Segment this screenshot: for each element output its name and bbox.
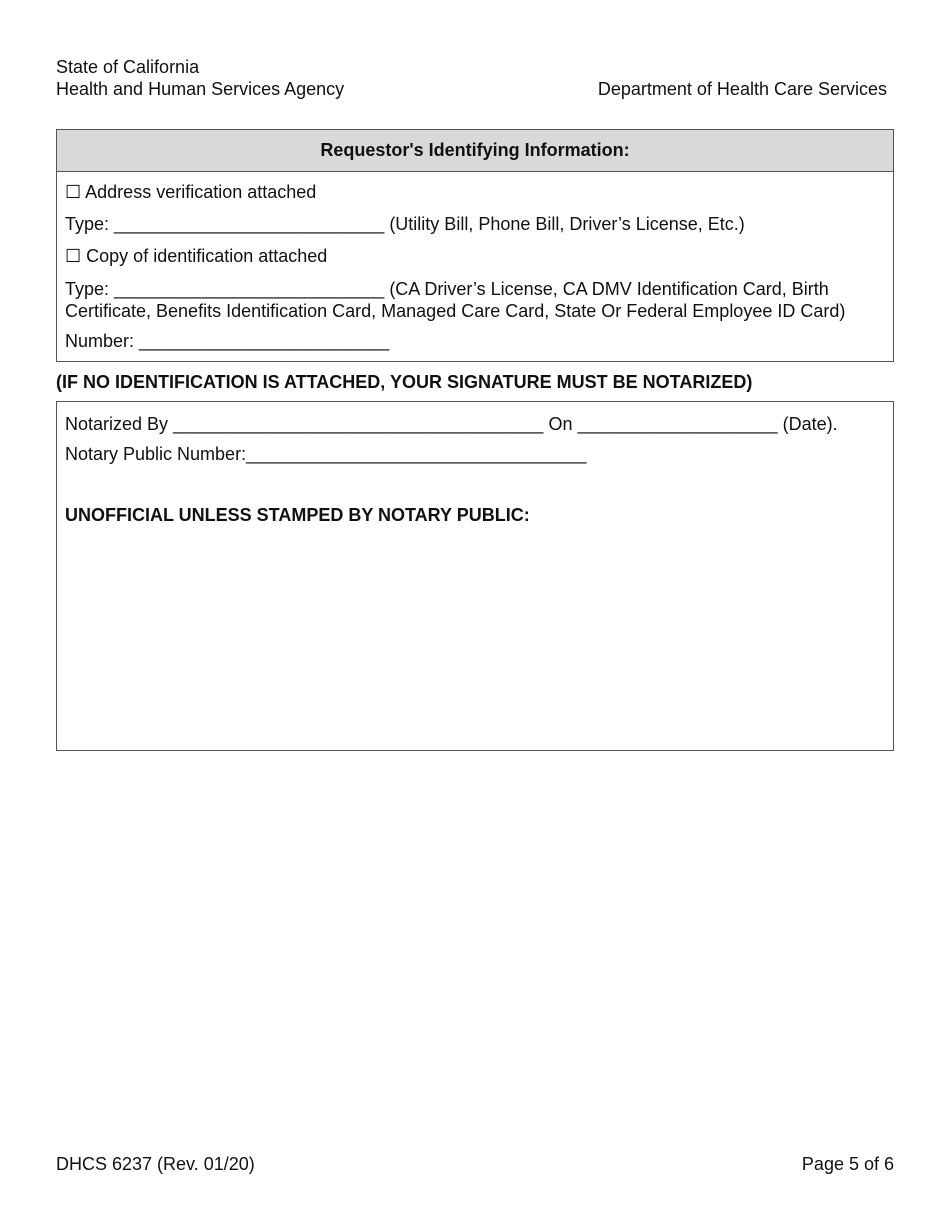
address-verification-label: Address verification attached (85, 182, 317, 202)
notary-public-number-line[interactable]: Notary Public Number:__________________________________ (65, 444, 587, 464)
notary-stamp-notice: UNOFFICIAL UNLESS STAMPED BY NOTARY PUBLIC: (65, 505, 530, 525)
identification-type-continued: Certificate, Benefits Identification Card, Managed Care Card, State Or Federal Employee ID Card) (65, 301, 846, 321)
requestor-info-title: Requestor's Identifying Information: (57, 130, 893, 172)
identification-number-line[interactable]: Number: _________________________ (65, 331, 390, 351)
notarization-warning: (IF NO IDENTIFICATION IS ATTACHED, YOUR SIGNATURE MUST BE NOTARIZED) (56, 372, 753, 392)
identification-copy-row (65, 245, 327, 267)
identification-type-line[interactable]: Type: ___________________________ (CA Driver’s License, CA DMV Identification Card, Birth (65, 279, 829, 299)
header-left (56, 56, 344, 100)
department-name: Department of Health Care Services (597, 79, 887, 99)
notary-box (56, 401, 894, 751)
agency-name: Health and Human Services Agency (56, 79, 345, 99)
requestor-info-box (56, 129, 894, 362)
identification-copy-checkbox[interactable]: ☐ (65, 246, 82, 266)
page-number: Page 5 of 6 (801, 1154, 894, 1174)
address-type-line[interactable]: Type: ___________________________ (Utility Bill, Phone Bill, Driver’s License, Etc.) (65, 214, 745, 234)
form-id: DHCS 6237 (Rev. 01/20) (56, 1154, 255, 1174)
address-verification-checkbox[interactable]: ☐ (65, 182, 82, 202)
notarized-by-line[interactable]: Notarized By _____________________________________ On ____________________ (Date). (65, 414, 838, 434)
identification-copy-label: Copy of identification attached (86, 246, 328, 266)
address-verification-row (65, 181, 316, 203)
state-name: State of California (56, 57, 200, 77)
